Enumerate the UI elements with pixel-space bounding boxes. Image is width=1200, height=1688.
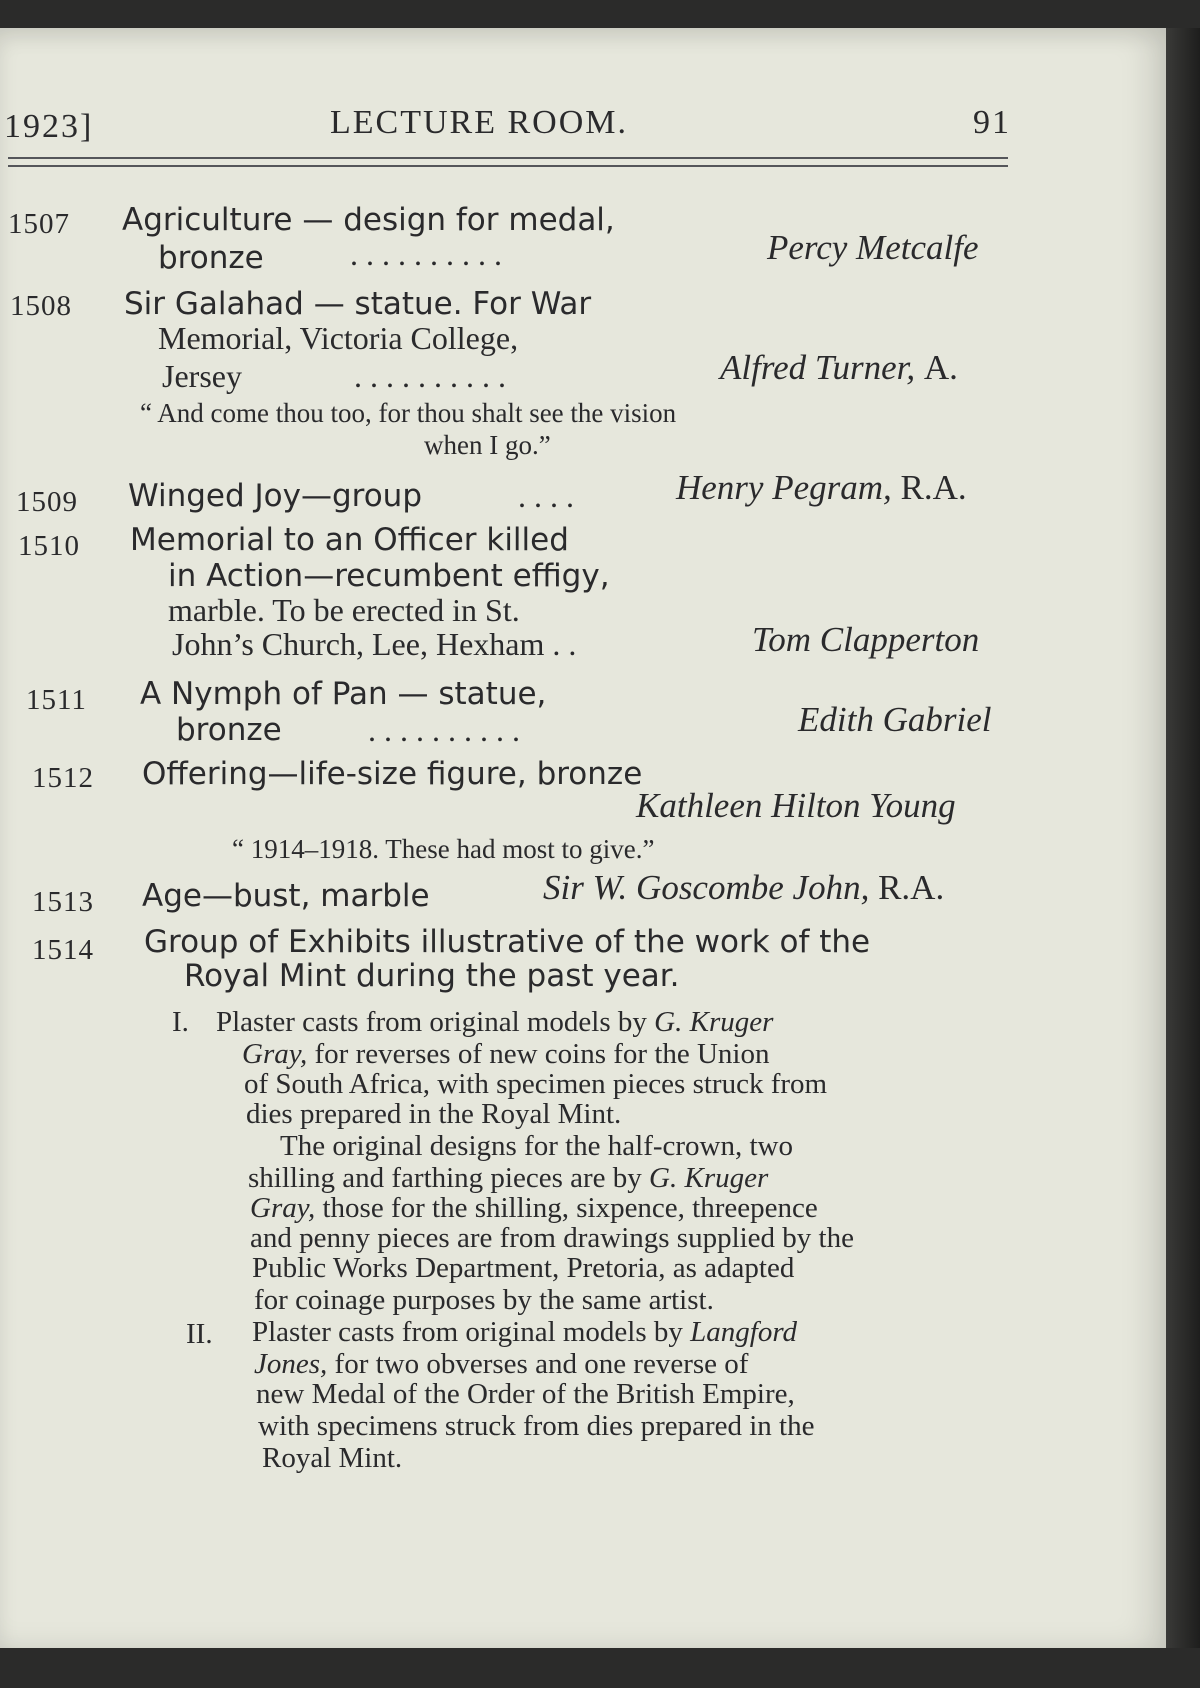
entry-number: 1514	[32, 934, 94, 966]
item-line: for coinage purposes by the same artist.	[254, 1284, 714, 1316]
entry-title: marble. To be erected in St.	[168, 592, 520, 628]
entry-title: Memorial to an Officer killed	[130, 522, 569, 558]
entry-number: 1510	[18, 530, 80, 562]
artist-name: Percy Metcalfe	[767, 228, 979, 267]
entry-number: 1507	[8, 208, 70, 240]
item-line: Jones, for two obverses and one reverse of	[254, 1348, 749, 1380]
artist-name: Tom Clapperton	[752, 620, 980, 659]
item-line: Royal Mint.	[262, 1442, 403, 1474]
artist-honor: A.	[923, 348, 958, 387]
entry-title: in Action—recumbent effigy,	[168, 558, 610, 594]
entry-title: bronze	[158, 240, 264, 276]
item-line: dies prepared in the Royal Mint.	[246, 1098, 622, 1130]
entry-title: Agriculture — design for medal,	[122, 202, 615, 238]
artist-name: Henry Pegram, R.A.	[676, 468, 967, 507]
entry-title: Group of Exhibits illustrative of the work of the	[144, 924, 871, 960]
item-line: Gray, for reverses of new coins for the Union	[242, 1038, 770, 1070]
leader-dots: . . . . . . . . . .	[354, 358, 506, 394]
entry-title: Royal Mint during the past year.	[184, 958, 680, 994]
entry-number: 1511	[26, 684, 87, 716]
page-edge	[1166, 28, 1200, 1648]
header-year: 1923]	[4, 108, 94, 145]
entry-title: Age—bust, marble	[142, 878, 430, 914]
artist-honor: R.A.	[900, 468, 967, 507]
entry-title: Winged Joy—group	[128, 478, 423, 514]
item-line: new Medal of the Order of the British Empire,	[256, 1378, 795, 1410]
item-line: The original designs for the half-crown, two	[280, 1130, 793, 1162]
page-title: LECTURE ROOM.	[330, 104, 628, 141]
header-rule-top	[8, 157, 1008, 159]
entry-number: 1512	[32, 762, 94, 794]
entry-title: Sir Galahad — statue. For War	[124, 286, 592, 322]
leader-dots: . . . .	[518, 478, 574, 514]
item-line: with specimens struck from dies prepared in the	[258, 1410, 815, 1442]
item-line: Public Works Department, Pretoria, as adapted	[252, 1252, 795, 1284]
item-numeral: II.	[186, 1318, 213, 1350]
item-line: shilling and farthing pieces are by G. Kruger	[248, 1162, 769, 1194]
entry-number: 1513	[32, 886, 94, 918]
entry-number: 1509	[16, 486, 78, 518]
entry-title: Memorial, Victoria College,	[158, 320, 519, 356]
entry-title: Jersey	[162, 358, 242, 394]
quote: “ 1914–1918. These had most to give.”	[232, 834, 655, 864]
item-line: Plaster casts from original models by G. Kruger	[216, 1006, 774, 1038]
leader-dots: . . . . . . . . . .	[350, 236, 502, 272]
entry-number: 1508	[10, 290, 72, 322]
entry-title: A Nymph of Pan — statue,	[140, 676, 547, 712]
item-line: of South Africa, with specimen pieces struck from	[244, 1068, 828, 1100]
entry-title: John’s Church, Lee, Hexham . .	[172, 626, 577, 662]
item-line: Gray, those for the shilling, sixpence, threepence	[250, 1192, 818, 1224]
entry-title: Offering—life-size figure, bronze	[142, 756, 643, 792]
item-line: and penny pieces are from drawings supplied by the	[250, 1222, 854, 1254]
artist-name: Edith Gabriel	[798, 700, 992, 739]
artist-honor: R.A.	[878, 868, 945, 907]
entry-title: bronze	[176, 712, 282, 748]
quote: “ And come thou too, for thou shalt see the vision	[140, 398, 677, 428]
item-line: Plaster casts from original models by Langford	[252, 1316, 798, 1348]
page-number: 91	[973, 104, 1011, 141]
item-numeral: I.	[172, 1006, 189, 1038]
quote: when I go.”	[424, 430, 551, 460]
header-rule-bottom	[8, 165, 1008, 167]
leader-dots: . . . . . . . . . .	[368, 712, 520, 748]
artist-name: Sir W. Goscombe John, R.A.	[543, 868, 945, 907]
artist-name: Kathleen Hilton Young	[636, 786, 956, 825]
artist-name: Alfred Turner, A.	[720, 348, 958, 387]
